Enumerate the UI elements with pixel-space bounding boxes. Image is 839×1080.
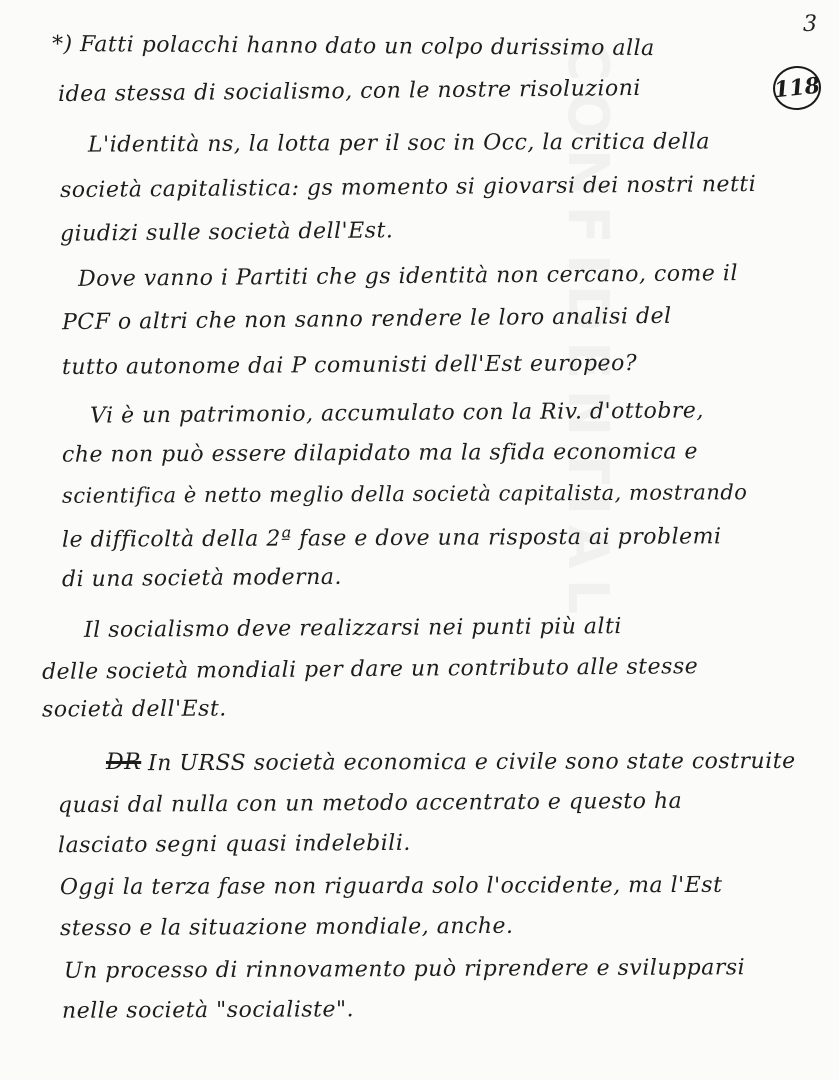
struck-out-word: DR <box>106 750 142 775</box>
handwritten-line: di una società moderna. <box>61 564 343 593</box>
handwritten-line: Il socialismo deve realizzarsi nei punti più alti <box>83 614 623 643</box>
handwritten-line: tutto autonome dai P comunisti dell'Est europeo? <box>61 350 638 381</box>
handwritten-line: lasciato segni quasi indelebili. <box>57 830 411 859</box>
handwritten-line: giudizi sulle società dell'Est. <box>59 218 394 247</box>
handwritten-line: In URSS società economica e civile sono state costruite <box>147 748 796 777</box>
handwritten-line: società dell'Est. <box>41 696 227 723</box>
handwritten-line: *) Fatti polacchi hanno dato un colpo durissimo alla <box>51 31 655 62</box>
handwritten-line: società capitalistica: gs momento si giovarsi dei nostri netti <box>59 171 757 204</box>
handwritten-line: PCF o altri che non sanno rendere le loro analisi del <box>61 303 672 336</box>
handwritten-line: stesso e la situazione mondiale, anche. <box>59 913 514 942</box>
handwritten-line: Oggi la terza fase non riguarda solo l'occidente, ma l'Est <box>59 872 723 901</box>
handwritten-line: scientifica è netto meglio della società capitalista, mostrando <box>61 480 748 508</box>
handwritten-line: idea stessa di socialismo, con le nostre risoluzioni <box>57 75 642 108</box>
handwritten-line: delle società mondiali per dare un contributo alle stesse <box>41 654 699 685</box>
handwritten-line: Un processo di rinnovamento può riprendere e svilupparsi <box>63 955 746 984</box>
page-number: 3 <box>803 12 817 37</box>
handwritten-line: L'identità ns, la lotta per il soc in Occ, la critica della <box>87 129 711 158</box>
handwritten-line: quasi dal nulla con un metodo accentrato e questo ha <box>57 788 683 819</box>
handwritten-line: Dove vanno i Partiti che gs identità non cercano, come il <box>77 261 739 292</box>
handwritten-line: nelle società "socialiste". <box>61 997 355 1024</box>
archive-number-stamp: 118 <box>771 64 823 113</box>
handwritten-line: Vi è un patrimonio, accumulato con la Riv. d'ottobre, <box>89 398 705 429</box>
handwritten-line: che non può essere dilapidato ma la sfida economica e <box>61 439 699 468</box>
handwritten-line: le difficoltà della 2ª fase e dove una risposta ai problemi <box>61 524 722 553</box>
